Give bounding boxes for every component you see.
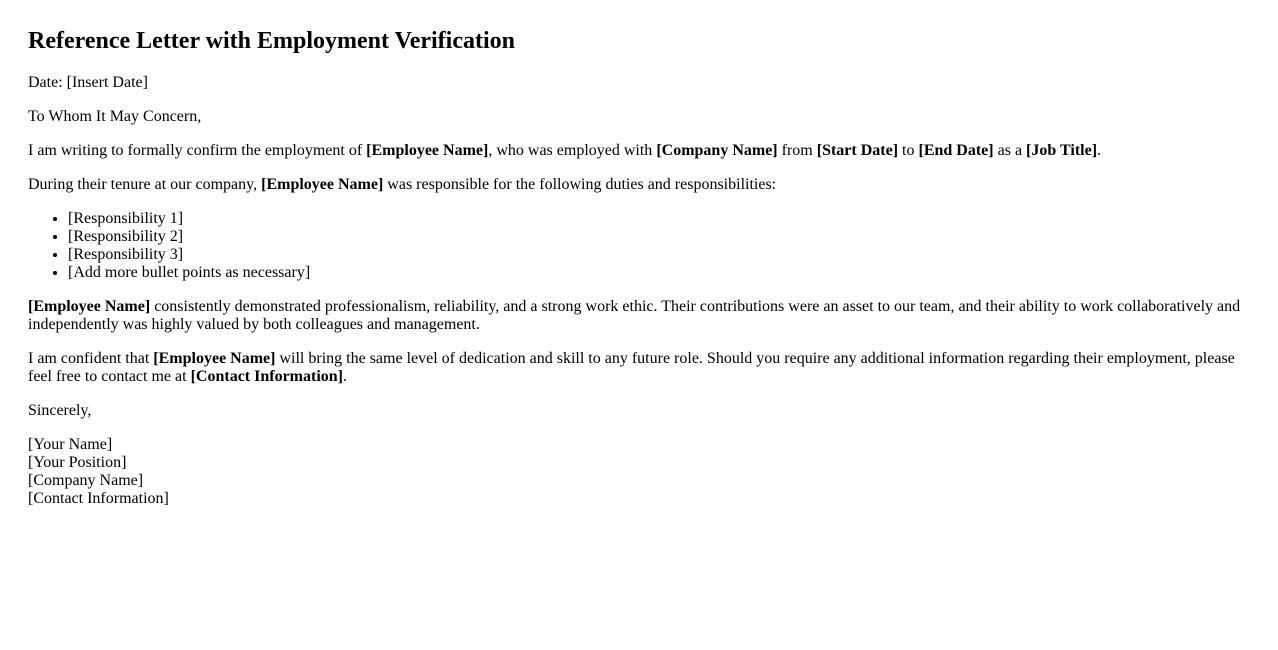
- intro-text-3: from: [777, 142, 817, 159]
- list-item: • [Add more bullet points as necessary]: [68, 264, 1250, 282]
- duties-employee-name: [Employee Name]: [261, 176, 384, 193]
- list-item: • [Responsibility 2]: [68, 228, 1250, 246]
- intro-start-date: [Start Date]: [816, 142, 899, 159]
- intro-company-name: [Company Name]: [656, 142, 778, 159]
- page-title: Reference Letter with Employment Verification: [28, 28, 515, 54]
- intro-employee-name: [Employee Name]: [366, 142, 489, 159]
- closing-text-1: I am confident that: [28, 350, 154, 367]
- signature-block: [28, 436, 1250, 508]
- qualities-paragraph: [28, 298, 1250, 334]
- qualities-text-1: consistently demonstrated professionalism, reliability, and a strong work ethic. Their contributions were an asset to our team, and their ability to work collaboratively and independently was highly valued by both colleagues and management.: [28, 298, 1241, 333]
- signature-company: [Company Name]: [28, 472, 144, 489]
- intro-text-6: .: [1097, 142, 1102, 159]
- intro-end-date: [End Date]: [918, 142, 994, 159]
- letter-page: [0, 27, 1278, 508]
- closing-contact-info: [Contact Information]: [190, 368, 343, 385]
- signature-position: [Your Position]: [28, 454, 127, 471]
- duties-text-1: During their tenure at our company,: [28, 176, 262, 193]
- signature-name: [Your Name]: [28, 436, 113, 453]
- qualities-employee-name: [Employee Name]: [28, 298, 151, 315]
- closing-text-3: .: [343, 368, 347, 385]
- intro-text-4: to: [898, 142, 919, 159]
- intro-text-5: as a: [993, 142, 1027, 159]
- sign-off: Sincerely,: [28, 402, 92, 419]
- intro-text-2: , who was employed with: [488, 142, 657, 159]
- intro-job-title: [Job Title]: [1026, 142, 1098, 159]
- closing-text-2: will bring the same level of dedication and skill to any future role. Should you require any additional information regarding their employment, please feel free to contact me at: [28, 350, 1235, 385]
- responsibilities-list: [28, 210, 1250, 282]
- date-line: Date: [Insert Date]: [28, 74, 148, 91]
- list-item: • [Responsibility 3]: [68, 246, 1250, 264]
- closing-paragraph: [28, 350, 1250, 386]
- list-item: • [Responsibility 1]: [68, 210, 1250, 228]
- salutation: To Whom It May Concern,: [28, 108, 202, 125]
- duties-paragraph: [28, 176, 1250, 194]
- closing-employee-name: [Employee Name]: [153, 350, 276, 367]
- signature-contact: [Contact Information]: [28, 490, 169, 507]
- intro-paragraph: [28, 142, 1250, 160]
- intro-text-1: I am writing to formally confirm the employment of: [28, 142, 367, 159]
- duties-text-2: was responsible for the following duties and responsibilities:: [383, 176, 777, 193]
